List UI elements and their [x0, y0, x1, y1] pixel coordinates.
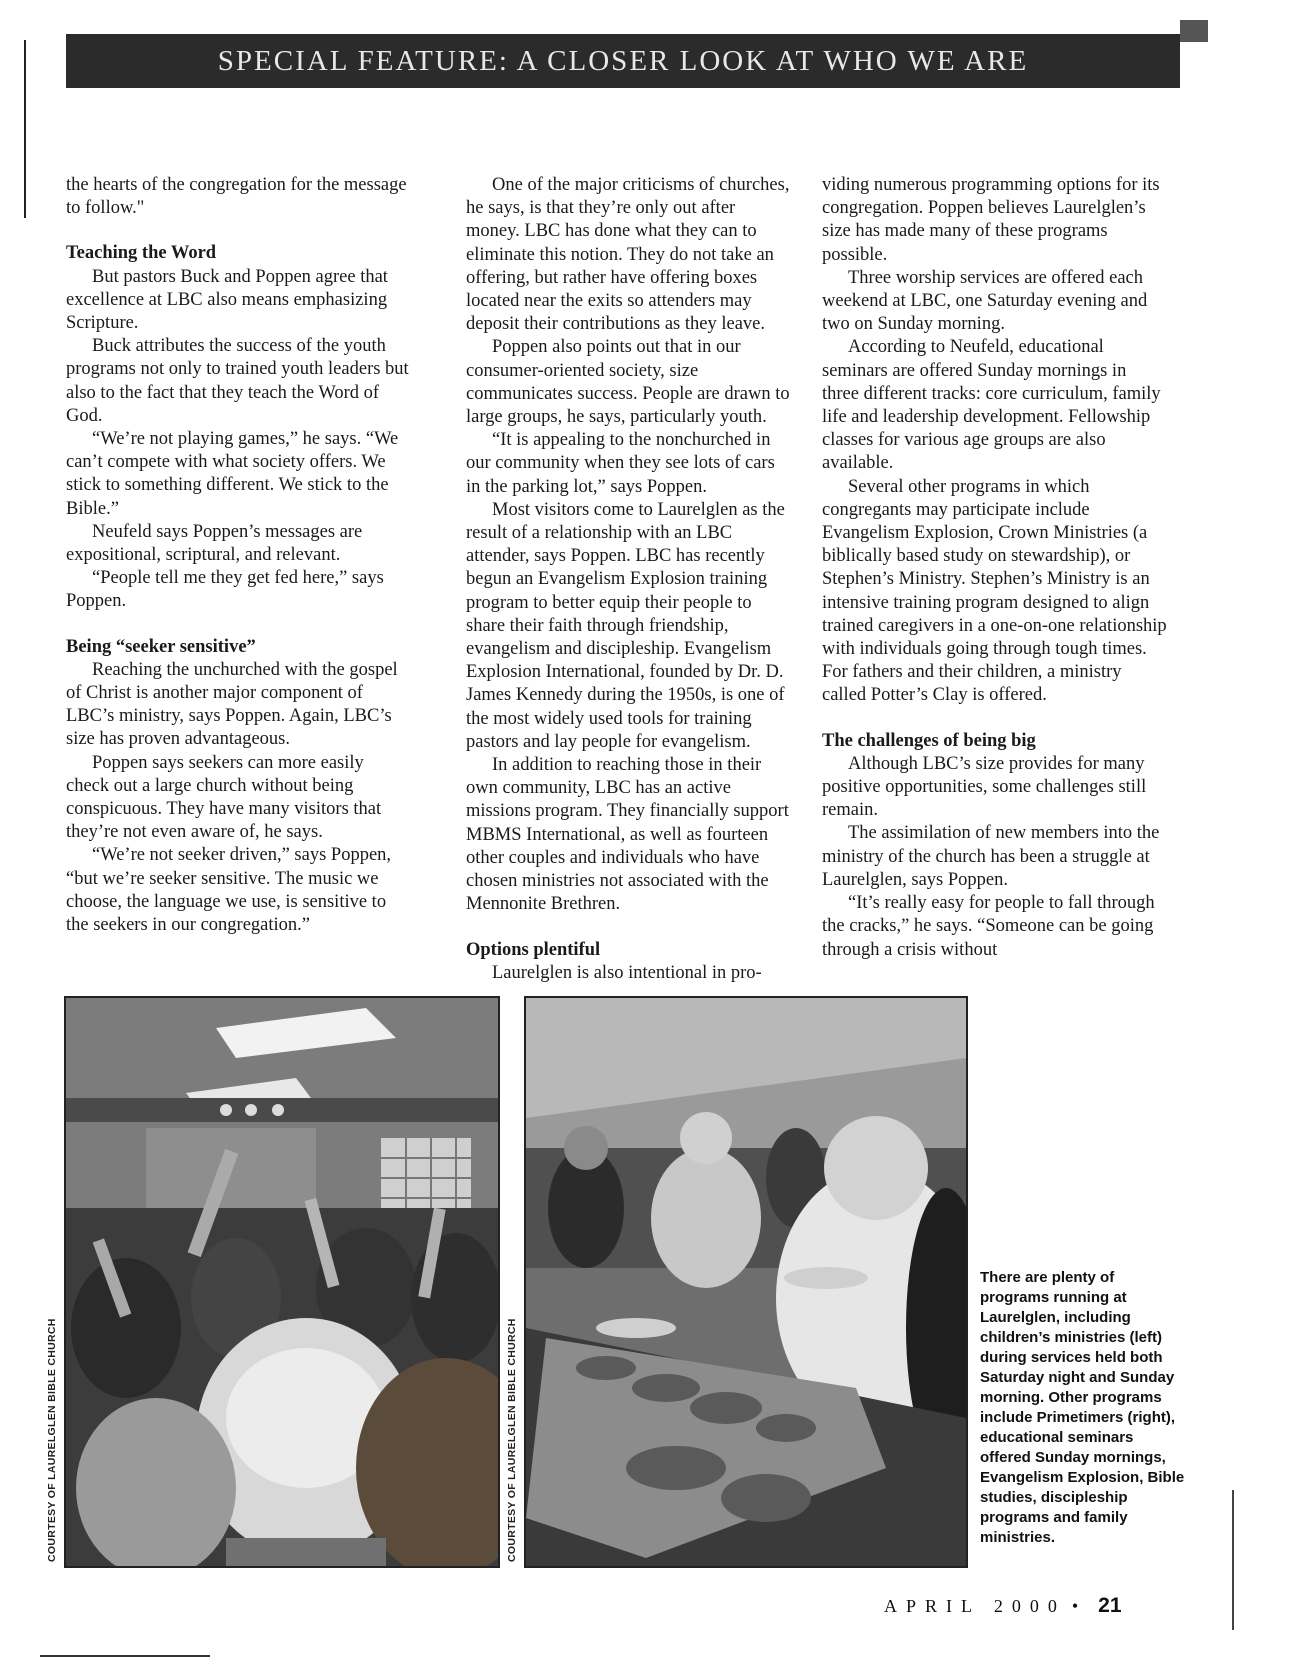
paragraph: viding numerous programming options for its congregation. Poppen believes Laurelglen’s size has made many of these programs possible. [822, 175, 1160, 265]
paragraph: Although LBC’s size provides for many positive opportunities, some challenges still remain. [822, 753, 1147, 821]
photo-primetimers [524, 996, 968, 1568]
article-column-3 [822, 174, 1167, 962]
page-number: 21 [1098, 1594, 1122, 1617]
paragraph: In addition to reaching those in their own community, LBC has an active missions program. They financially support MBMS International, as well as fourteen other couples and individuals who have chosen ministries not associated with the Mennonite Brethren. [466, 755, 789, 915]
photo-childrens-ministry-image [66, 998, 498, 1566]
issue-date: APRIL 2000 [884, 1596, 1066, 1616]
paragraph: Laurelglen is also intentional in pro- [492, 962, 762, 983]
paragraph: Reaching the unchurched with the gospel of Christ is another major component of LBC’s ministry, says Poppen. Again, LBC’s size has proven advantageous. [66, 659, 398, 750]
article-column-1 [66, 174, 411, 937]
paragraph: Most visitors come to Laurelglen as the result of a relationship with an LBC attender, says Poppen. LBC has recently begun an Evangelism Explosion training program to better equip their people to share their faith through friendship, evangelism and discipleship. Evangelism Explosion International, founded by Dr. D. James Kennedy during the 1950s, is one of the most widely used tools for training pastors and lay people for evangelism. [466, 499, 785, 752]
article-column-2 [466, 174, 791, 985]
scan-artifact [1180, 20, 1208, 42]
scan-margin-line [1232, 1490, 1234, 1630]
paragraph: Poppen says seekers can more easily check out a large church without being conspicuous. They have many visitors that they’re not even aware of, he says. [66, 752, 382, 843]
section-banner: SPECIAL FEATURE: A CLOSER LOOK AT WHO WE ARE [66, 34, 1180, 88]
paragraph: the hearts of the congregation for the message to follow." [66, 175, 407, 219]
paragraph: But pastors Buck and Poppen agree that excellence at LBC also means emphasizing Scripture. [66, 266, 388, 334]
subheading-teaching-the-word: Teaching the Word [66, 243, 217, 264]
photo-caption: There are plenty of programs running at Laurelglen, including children’s ministries (left) during services held both Saturday night and Sunday morning. Other programs include Primetimers (right), educational seminars offered Sunday mornings, Evangelism Explosion, Bible studies, discipleship programs and family ministries. [980, 1269, 1185, 1546]
paragraph: Poppen also points out that in our consumer-oriented society, size communicates success. People are drawn to large groups, he says, particularly youth. [466, 337, 790, 428]
paragraph: Buck attributes the success of the youth programs not only to trained youth leaders but also to the fact that they teach the Word of God. [66, 336, 409, 426]
photo-credit: COURTESY OF LAURELGLEN BIBLE CHURCH [46, 1318, 58, 1562]
photo-primetimers-image [526, 998, 966, 1566]
paragraph: According to Neufeld, educational seminars are offered Sunday mornings in three different tracks: core curriculum, family life and leadership development. Fellowship classes for various age groups are also available. [822, 337, 1161, 474]
paragraph: One of the major criticisms of churches, he says, is that they’re only out after money. LBC has done what they can to eliminate this notion. They do not take an offering, but rather have offering boxes located near the exits so attenders may deposit their contributions as they leave. [466, 175, 790, 335]
subheading-seeker-sensitive: Being “seeker sensitive” [66, 636, 256, 657]
paragraph: “We’re not seeker driven,” says Poppen, “but we’re seeker sensitive. The music we choose, the language we use, is sensitive to the seekers in our congregation.” [66, 845, 392, 936]
paragraph: “People tell me they get fed here,” says Poppen. [66, 568, 384, 612]
photo-credit: COURTESY OF LAURELGLEN BIBLE CHURCH [506, 1318, 518, 1562]
subheading-options-plentiful: Options plentiful [466, 939, 601, 960]
photo-childrens-ministry [64, 996, 500, 1568]
paragraph: Three worship services are offered each weekend at LBC, one Saturday evening and two on Sunday morning. [822, 267, 1148, 335]
scan-margin-line [24, 40, 26, 218]
paragraph: “It is appealing to the nonchurched in our community when they see lots of cars in the parking lot,” says Poppen. [466, 430, 775, 497]
paragraph: “It’s really easy for people to fall through the cracks,” he says. “Someone can be going through a crisis without [822, 893, 1155, 960]
bullet-separator-icon: • [1071, 1596, 1079, 1616]
paragraph: “We’re not playing games,” he says. “We can’t compete with what society offers. We stick to something different. We stick to the Bible.” [66, 429, 399, 519]
subheading-challenges: The challenges of being big [822, 730, 1036, 751]
paragraph: The assimilation of new members into the ministry of the church has been a struggle at Laurelglen, says Poppen. [822, 823, 1160, 890]
scan-margin-line [40, 1655, 210, 1657]
paragraph: Several other programs in which congregants may participate include Evangelism Explosion, Crown Ministries (a biblically based study on stewardship), or Stephen’s Ministry. Stephen’s Ministry is an intensive training program designed to align trained caregivers in a one-on-one relationship with individuals going through tough times. For fathers and their children, a ministry called Potter’s Clay is offered. [822, 476, 1167, 706]
page-footer [884, 1594, 1122, 1618]
paragraph: Neufeld says Poppen’s messages are expositional, scriptural, and relevant. [66, 521, 363, 566]
